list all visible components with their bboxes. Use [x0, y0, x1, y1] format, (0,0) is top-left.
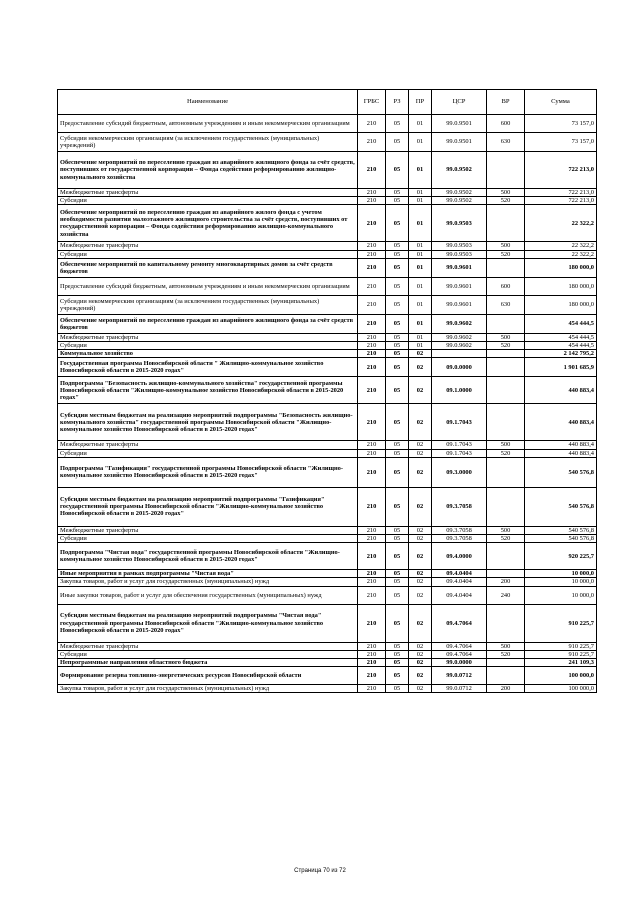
cell-pr: 01 [409, 333, 432, 341]
cell-name: Субсидии [58, 197, 358, 205]
table-row [58, 242, 597, 250]
cell-pr: 02 [409, 578, 432, 586]
cell-vr: 520 [487, 342, 525, 350]
cell-name: Межбюджетные трансферты [58, 189, 358, 197]
cell-sum: 440 883,4 [525, 441, 597, 449]
cell-vr [487, 487, 525, 526]
cell-sum: 22 322,2 [525, 205, 597, 242]
cell-vr: 520 [487, 650, 525, 658]
cell-csr: 09.1.7043 [432, 404, 487, 441]
table-row [58, 250, 597, 258]
cell-rz: 05 [386, 333, 409, 341]
cell-rz: 05 [386, 685, 409, 693]
cell-sum: 920 225,7 [525, 543, 597, 570]
cell-name: Субсидии местным бюджетам на реализацию мероприятий подпрограммы "Безопасность жилищно-коммунального хозяйства" государственной программы Новосибирской области "Жилищно-коммунальное хозяйство Новосибирской области в 2015-2020 годах" [58, 404, 358, 441]
cell-sum: 440 883,4 [525, 404, 597, 441]
cell-vr: 500 [487, 189, 525, 197]
cell-vr: 520 [487, 535, 525, 543]
cell-grbs: 210 [358, 189, 386, 197]
cell-grbs: 210 [358, 205, 386, 242]
cell-vr: 500 [487, 333, 525, 341]
cell-rz: 05 [386, 115, 409, 133]
cell-csr: 99.0.0000 [432, 659, 487, 667]
cell-grbs: 210 [358, 133, 386, 152]
cell-pr: 01 [409, 115, 432, 133]
cell-sum: 454 444,5 [525, 314, 597, 333]
cell-name: Межбюджетные трансферты [58, 242, 358, 250]
table-row [58, 604, 597, 642]
cell-name: Обеспечение мероприятий по переселению граждан из аварийного жилищного фонда за счёт средств, поступивших от государственной корпорации – Фонда содействия реформированию жилищно-коммунального хозяйства [58, 152, 358, 189]
cell-rz: 05 [386, 205, 409, 242]
cell-name: Межбюджетные трансферты [58, 441, 358, 449]
cell-pr: 02 [409, 685, 432, 693]
cell-csr: 09.1.7043 [432, 449, 487, 457]
cell-rz: 05 [386, 350, 409, 358]
cell-rz: 05 [386, 586, 409, 604]
cell-name: Межбюджетные трансферты [58, 333, 358, 341]
cell-sum: 722 213,0 [525, 197, 597, 205]
header-csr: ЦСР [432, 90, 487, 115]
cell-grbs: 210 [358, 685, 386, 693]
cell-rz: 05 [386, 667, 409, 685]
cell-csr: 09.4.0000 [432, 543, 487, 570]
cell-vr: 600 [487, 277, 525, 295]
cell-name: Подпрограмма "Газификация" государственной программы Новосибирской области "Жилищно-коммунальное хозяйство Новосибирской области в 2015-2020 годах" [58, 457, 358, 487]
cell-sum: 100 000,0 [525, 685, 597, 693]
cell-pr: 01 [409, 342, 432, 350]
cell-pr: 02 [409, 526, 432, 534]
cell-sum: 22 322,2 [525, 242, 597, 250]
cell-csr: 99.0.0712 [432, 667, 487, 685]
cell-pr: 01 [409, 242, 432, 250]
cell-vr [487, 205, 525, 242]
table-row [58, 314, 597, 333]
cell-csr: 09.4.0404 [432, 586, 487, 604]
cell-grbs: 210 [358, 659, 386, 667]
cell-rz: 05 [386, 277, 409, 295]
table-row [58, 535, 597, 543]
cell-rz: 05 [386, 642, 409, 650]
cell-grbs: 210 [358, 358, 386, 377]
cell-rz: 05 [386, 197, 409, 205]
budget-table [57, 89, 597, 693]
cell-pr: 02 [409, 586, 432, 604]
cell-name: Подпрограмма "Безопасность жилищно-коммунального хозяйства" государственной программы Новосибирской области "Жилищно-коммунальное хозяйство Новосибирской области в 2015-2020 годах" [58, 377, 358, 404]
cell-csr: 99.0.9601 [432, 277, 487, 295]
cell-sum: 910 225,7 [525, 604, 597, 642]
cell-grbs: 210 [358, 650, 386, 658]
cell-sum: 2 142 795,2 [525, 350, 597, 358]
cell-pr: 01 [409, 189, 432, 197]
cell-vr: 500 [487, 441, 525, 449]
table-row [58, 526, 597, 534]
cell-pr: 01 [409, 277, 432, 295]
cell-pr: 02 [409, 350, 432, 358]
header-vr: ВР [487, 90, 525, 115]
cell-grbs: 210 [358, 543, 386, 570]
table-row [58, 642, 597, 650]
cell-rz: 05 [386, 457, 409, 487]
cell-grbs: 210 [358, 487, 386, 526]
cell-vr: 630 [487, 133, 525, 152]
cell-rz: 05 [386, 570, 409, 578]
table-row [58, 449, 597, 457]
cell-vr [487, 543, 525, 570]
cell-rz: 05 [386, 650, 409, 658]
table-row [58, 659, 597, 667]
cell-grbs: 210 [358, 526, 386, 534]
cell-name: Субсидии [58, 250, 358, 258]
cell-grbs: 210 [358, 604, 386, 642]
cell-grbs: 210 [358, 242, 386, 250]
cell-name: Субсидии [58, 342, 358, 350]
cell-sum: 73 157,0 [525, 115, 597, 133]
cell-csr: 09.1.7043 [432, 441, 487, 449]
cell-rz: 05 [386, 133, 409, 152]
cell-name: Непрограммные направления областного бюджета [58, 659, 358, 667]
cell-csr: 09.4.7064 [432, 650, 487, 658]
cell-csr: 09.3.7058 [432, 487, 487, 526]
cell-sum: 100 000,0 [525, 667, 597, 685]
cell-name: Иные закупки товаров, работ и услуг для обеспечения государственных (муниципальных) нужд [58, 586, 358, 604]
cell-pr: 02 [409, 570, 432, 578]
cell-grbs: 210 [358, 250, 386, 258]
cell-vr: 520 [487, 449, 525, 457]
page-footer: Страница 70 из 72 [294, 868, 346, 874]
cell-sum: 540 576,8 [525, 457, 597, 487]
cell-sum: 440 883,4 [525, 449, 597, 457]
cell-pr: 02 [409, 642, 432, 650]
table-row [58, 570, 597, 578]
cell-sum: 10 000,0 [525, 578, 597, 586]
cell-rz: 05 [386, 250, 409, 258]
cell-vr [487, 659, 525, 667]
cell-csr: 09.3.7058 [432, 535, 487, 543]
cell-csr: 99.0.0712 [432, 685, 487, 693]
cell-pr: 02 [409, 441, 432, 449]
cell-sum: 454 444,5 [525, 333, 597, 341]
cell-sum: 10 000,0 [525, 586, 597, 604]
cell-sum: 180 000,0 [525, 295, 597, 314]
cell-vr: 240 [487, 586, 525, 604]
cell-sum: 540 576,8 [525, 487, 597, 526]
cell-grbs: 210 [358, 578, 386, 586]
cell-name: Межбюджетные трансферты [58, 526, 358, 534]
cell-vr: 200 [487, 578, 525, 586]
cell-vr: 520 [487, 197, 525, 205]
cell-rz: 05 [386, 314, 409, 333]
cell-rz: 05 [386, 258, 409, 277]
cell-sum: 910 225,7 [525, 642, 597, 650]
cell-vr: 630 [487, 295, 525, 314]
table-row [58, 205, 597, 242]
cell-sum: 910 225,7 [525, 650, 597, 658]
cell-csr: 09.1.0000 [432, 377, 487, 404]
cell-sum: 73 157,0 [525, 133, 597, 152]
cell-pr: 01 [409, 258, 432, 277]
table-row [58, 487, 597, 526]
table-row [58, 197, 597, 205]
header-sum: Сумма [525, 90, 597, 115]
cell-rz: 05 [386, 659, 409, 667]
cell-sum: 722 213,0 [525, 189, 597, 197]
cell-vr [487, 404, 525, 441]
cell-sum: 22 322,2 [525, 250, 597, 258]
cell-pr: 01 [409, 133, 432, 152]
cell-sum: 440 883,4 [525, 377, 597, 404]
cell-grbs: 210 [358, 333, 386, 341]
cell-name: Субсидии некоммерческим организациям (за исключением государственных (муниципальных) учреждений) [58, 295, 358, 314]
cell-rz: 05 [386, 604, 409, 642]
cell-pr: 02 [409, 650, 432, 658]
cell-grbs: 210 [358, 295, 386, 314]
cell-name: Коммунальное хозяйство [58, 350, 358, 358]
table-row [58, 441, 597, 449]
cell-rz: 05 [386, 487, 409, 526]
cell-sum: 454 444,5 [525, 342, 597, 350]
header-pr: ПР [409, 90, 432, 115]
cell-sum: 180 000,0 [525, 277, 597, 295]
cell-name: Закупка товаров, работ и услуг для государственных (муниципальных) нужд [58, 578, 358, 586]
cell-grbs: 210 [358, 667, 386, 685]
cell-name: Государственная программа Новосибирской области " Жилищно-коммунальное хозяйство Новосибирской области в 2015-2020 годах" [58, 358, 358, 377]
cell-grbs: 210 [358, 570, 386, 578]
cell-grbs: 210 [358, 277, 386, 295]
cell-name: Обеспечение мероприятий по переселению граждан из аварийного жилого фонда с учетом необходимости развития малоэтажного жилищного строительства за счёт средств, поступивших от государственной корпорации – Фонда содействия реформированию жилищно-коммунального хозяйства [58, 205, 358, 242]
cell-pr: 02 [409, 449, 432, 457]
table-row [58, 277, 597, 295]
table-row [58, 586, 597, 604]
cell-vr [487, 358, 525, 377]
cell-name: Субсидии [58, 449, 358, 457]
cell-rz: 05 [386, 242, 409, 250]
cell-rz: 05 [386, 578, 409, 586]
cell-grbs: 210 [358, 350, 386, 358]
cell-sum: 10 000,0 [525, 570, 597, 578]
cell-vr [487, 604, 525, 642]
cell-pr: 01 [409, 314, 432, 333]
cell-vr [487, 667, 525, 685]
cell-grbs: 210 [358, 377, 386, 404]
table-row [58, 342, 597, 350]
table-row [58, 377, 597, 404]
cell-csr: 99.0.9502 [432, 189, 487, 197]
cell-rz: 05 [386, 189, 409, 197]
cell-sum: 180 000,0 [525, 258, 597, 277]
header-name: Наименование [58, 90, 358, 115]
cell-vr [487, 258, 525, 277]
cell-csr: 09.3.0000 [432, 457, 487, 487]
cell-sum: 722 213,0 [525, 152, 597, 189]
cell-rz: 05 [386, 449, 409, 457]
table-row [58, 667, 597, 685]
cell-name: Субсидии [58, 650, 358, 658]
cell-csr: 99.0.9601 [432, 295, 487, 314]
cell-vr: 500 [487, 642, 525, 650]
cell-csr [432, 350, 487, 358]
cell-rz: 05 [386, 441, 409, 449]
cell-pr: 02 [409, 604, 432, 642]
cell-csr: 09.4.0404 [432, 570, 487, 578]
cell-pr: 02 [409, 404, 432, 441]
cell-csr: 99.0.9502 [432, 152, 487, 189]
cell-name: Субсидии местным бюджетам на реализацию мероприятий подпрограммы "Газификация" государственной программы Новосибирской области "Жилищно-коммунальное хозяйство Новосибирской области в 2015-2020 годах" [58, 487, 358, 526]
cell-name: Подпрограмма "Чистая вода" государственной программы Новосибирской области "Жилищно-коммунальное хозяйство Новосибирской области в 2015-2020 годах" [58, 543, 358, 570]
table-row [58, 358, 597, 377]
cell-vr [487, 350, 525, 358]
cell-vr [487, 314, 525, 333]
cell-csr: 99.0.9602 [432, 333, 487, 341]
cell-vr: 500 [487, 526, 525, 534]
cell-csr: 09.3.7058 [432, 526, 487, 534]
cell-csr: 99.0.9601 [432, 258, 487, 277]
cell-rz: 05 [386, 377, 409, 404]
cell-pr: 02 [409, 667, 432, 685]
header-rz: РЗ [386, 90, 409, 115]
cell-csr: 99.0.9602 [432, 342, 487, 350]
table-row [58, 685, 597, 693]
cell-name: Закупка товаров, работ и услуг для государственных (муниципальных) нужд [58, 685, 358, 693]
cell-rz: 05 [386, 358, 409, 377]
cell-vr [487, 570, 525, 578]
table-row [58, 152, 597, 189]
cell-vr: 500 [487, 242, 525, 250]
cell-csr: 09.0.0000 [432, 358, 487, 377]
cell-grbs: 210 [358, 258, 386, 277]
cell-grbs: 210 [358, 449, 386, 457]
cell-vr: 520 [487, 250, 525, 258]
cell-vr: 200 [487, 685, 525, 693]
table-row [58, 650, 597, 658]
cell-vr: 600 [487, 115, 525, 133]
cell-grbs: 210 [358, 404, 386, 441]
cell-pr: 02 [409, 535, 432, 543]
cell-grbs: 210 [358, 152, 386, 189]
table-row [58, 578, 597, 586]
cell-name: Предоставление субсидий бюджетным, автономным учреждениям и иным некоммерческим организациям [58, 115, 358, 133]
cell-rz: 05 [386, 295, 409, 314]
cell-csr: 99.0.9502 [432, 197, 487, 205]
cell-rz: 05 [386, 152, 409, 189]
cell-grbs: 210 [358, 197, 386, 205]
cell-csr: 99.0.9501 [432, 115, 487, 133]
cell-vr [487, 152, 525, 189]
cell-pr: 01 [409, 250, 432, 258]
cell-rz: 05 [386, 342, 409, 350]
table-row [58, 350, 597, 358]
cell-csr: 09.4.7064 [432, 642, 487, 650]
cell-name: Формирование резерва топливно-энергетических ресурсов Новосибирской области [58, 667, 358, 685]
table-row [58, 404, 597, 441]
cell-name: Субсидии местным бюджетам на реализацию мероприятий подпрограммы "Чистая вода" государственной программы Новосибирской области "Жилищно-коммунальное хозяйство Новосибирской области в 2015-2020 годах" [58, 604, 358, 642]
cell-grbs: 210 [358, 457, 386, 487]
cell-pr: 01 [409, 295, 432, 314]
cell-grbs: 210 [358, 314, 386, 333]
table-row [58, 189, 597, 197]
header-grbs: ГРБС [358, 90, 386, 115]
cell-pr: 02 [409, 487, 432, 526]
cell-sum: 540 576,8 [525, 526, 597, 534]
cell-name: Обеспечение мероприятий по капитальному ремонту многоквартирных домов за счёт средств бюджетов [58, 258, 358, 277]
cell-grbs: 210 [358, 535, 386, 543]
cell-name: Межбюджетные трансферты [58, 642, 358, 650]
cell-csr: 99.0.9503 [432, 242, 487, 250]
cell-grbs: 210 [358, 586, 386, 604]
cell-csr: 99.0.9501 [432, 133, 487, 152]
cell-name: Субсидии [58, 535, 358, 543]
cell-grbs: 210 [358, 642, 386, 650]
cell-sum: 1 901 685,9 [525, 358, 597, 377]
table-row [58, 457, 597, 487]
table-row [58, 295, 597, 314]
cell-rz: 05 [386, 404, 409, 441]
cell-pr: 02 [409, 659, 432, 667]
cell-pr: 01 [409, 205, 432, 242]
cell-pr: 02 [409, 543, 432, 570]
cell-csr: 99.0.9503 [432, 250, 487, 258]
cell-vr [487, 377, 525, 404]
table-header-row [58, 90, 597, 115]
cell-pr: 01 [409, 197, 432, 205]
table-row [58, 115, 597, 133]
cell-grbs: 210 [358, 115, 386, 133]
cell-grbs: 210 [358, 342, 386, 350]
table-row [58, 133, 597, 152]
cell-csr: 09.4.7064 [432, 604, 487, 642]
table-row [58, 258, 597, 277]
table-row [58, 333, 597, 341]
cell-rz: 05 [386, 526, 409, 534]
cell-sum: 540 576,8 [525, 535, 597, 543]
cell-name: Иные мероприятия в рамках подпрограммы "Чистая вода" [58, 570, 358, 578]
table-row [58, 543, 597, 570]
cell-vr [487, 457, 525, 487]
cell-csr: 99.0.9602 [432, 314, 487, 333]
cell-sum: 241 109,3 [525, 659, 597, 667]
cell-pr: 02 [409, 457, 432, 487]
cell-rz: 05 [386, 535, 409, 543]
cell-rz: 05 [386, 543, 409, 570]
cell-pr: 01 [409, 152, 432, 189]
cell-csr: 09.4.0404 [432, 578, 487, 586]
cell-pr: 02 [409, 377, 432, 404]
cell-csr: 99.0.9503 [432, 205, 487, 242]
cell-name: Субсидии некоммерческим организациям (за исключением государственных (муниципальных) учреждений) [58, 133, 358, 152]
cell-grbs: 210 [358, 441, 386, 449]
cell-name: Предоставление субсидий бюджетным, автономным учреждениям и иным некоммерческим организациям [58, 277, 358, 295]
cell-name: Обеспечение мероприятий по переселению граждан из аварийного жилищного фонда за счёт средств бюджетов [58, 314, 358, 333]
cell-pr: 02 [409, 358, 432, 377]
